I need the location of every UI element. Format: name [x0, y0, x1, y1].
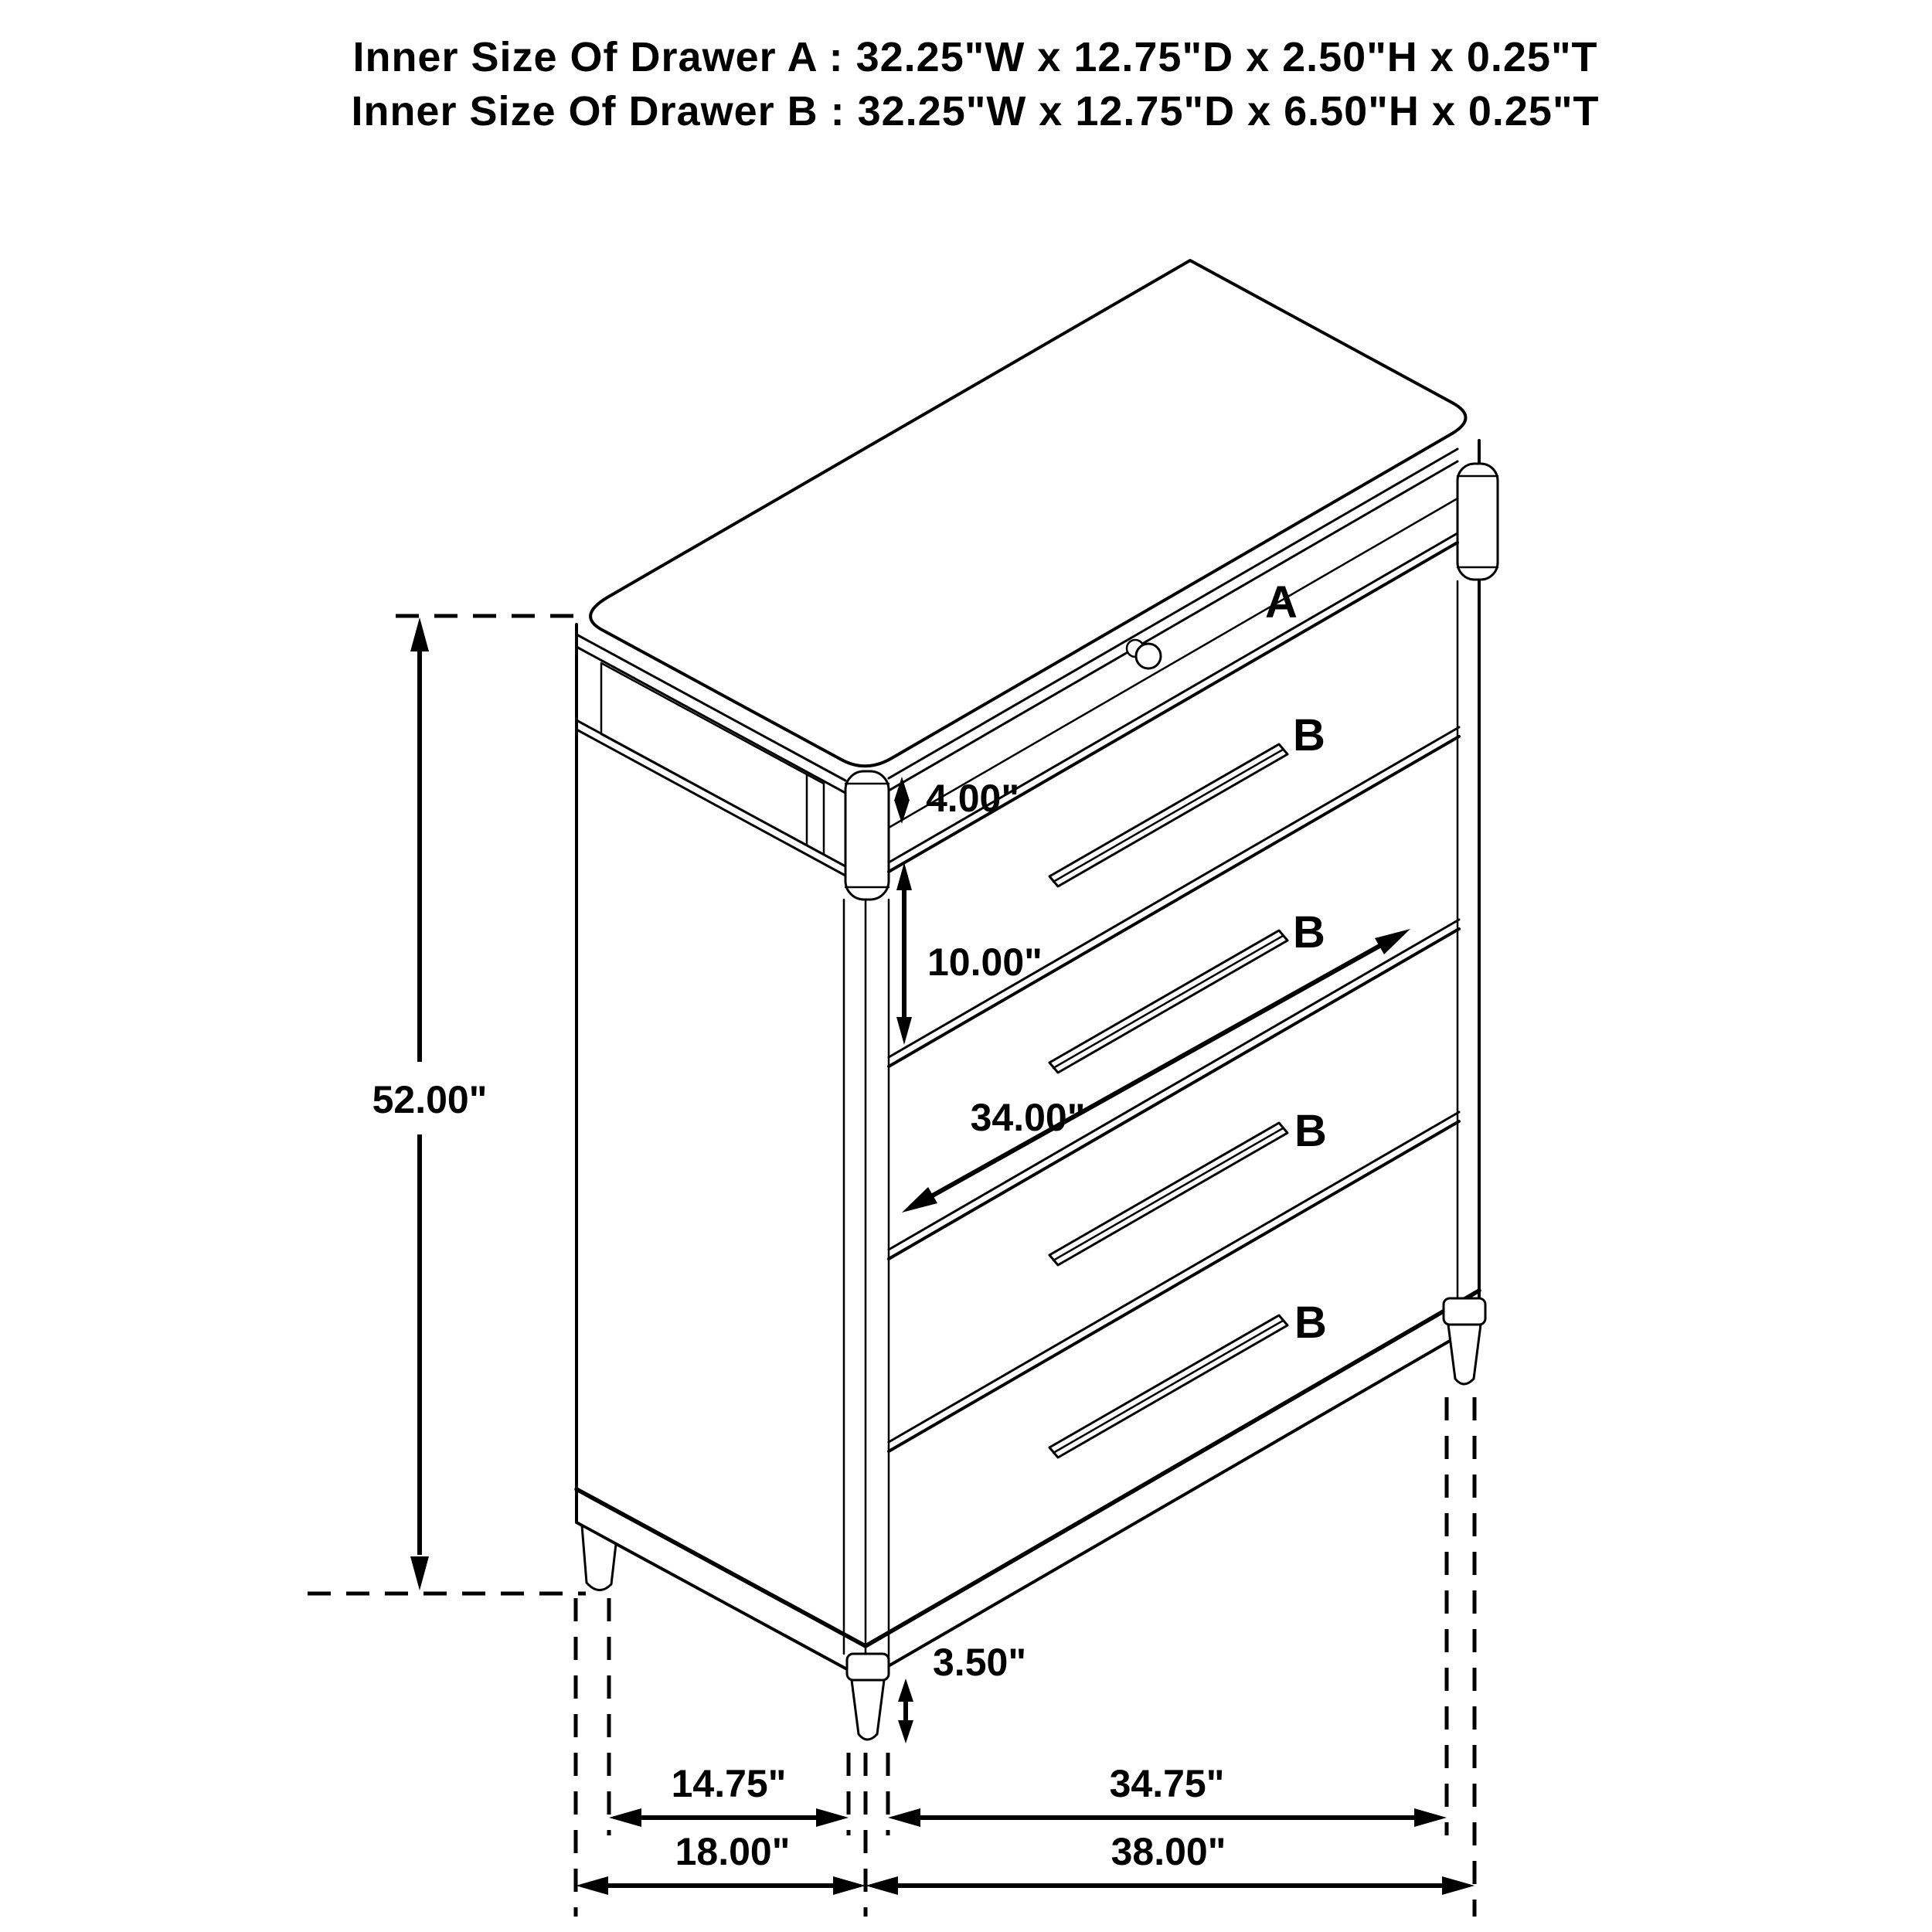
title-line-drawer-b: Inner Size Of Drawer B : 32.25"W x 12.75"D x 6.50"H x 0.25"T [351, 88, 1600, 134]
label-drawer-a: A [1265, 577, 1298, 628]
label-drawer-b2: B [1293, 907, 1325, 957]
dim-text-front-inner-width: 34.75" [1109, 1762, 1225, 1805]
dim-text-drawer-a-height: 4.00" [926, 777, 1020, 820]
dim-text-leg-height: 3.50" [933, 1641, 1027, 1684]
dim-text-front-overall-width: 38.00" [1111, 1830, 1226, 1873]
dim-text-drawer-width: 34.00" [970, 1096, 1086, 1139]
dim-text-side-overall-depth: 18.00" [675, 1830, 791, 1873]
front-right-post-foot-sleeve [1444, 1298, 1485, 1325]
knob-icon [1136, 644, 1161, 668]
front-left-post-cap [845, 771, 889, 900]
title-line-drawer-a: Inner Size Of Drawer A : 32.25"W x 12.75"D x 2.50"H x 0.25"T [352, 34, 1598, 80]
dim-text-overall-height: 52.00" [372, 1078, 488, 1121]
front-left-post-foot-sleeve [847, 1654, 889, 1680]
label-drawer-b1: B [1293, 710, 1325, 760]
dim-text-side-inner-width: 14.75" [671, 1762, 787, 1805]
front-right-post-cap [1458, 464, 1498, 580]
dim-text-drawer-b-height: 10.00" [927, 940, 1043, 984]
label-drawer-b3: B [1294, 1106, 1327, 1156]
label-drawer-b4: B [1294, 1298, 1327, 1348]
